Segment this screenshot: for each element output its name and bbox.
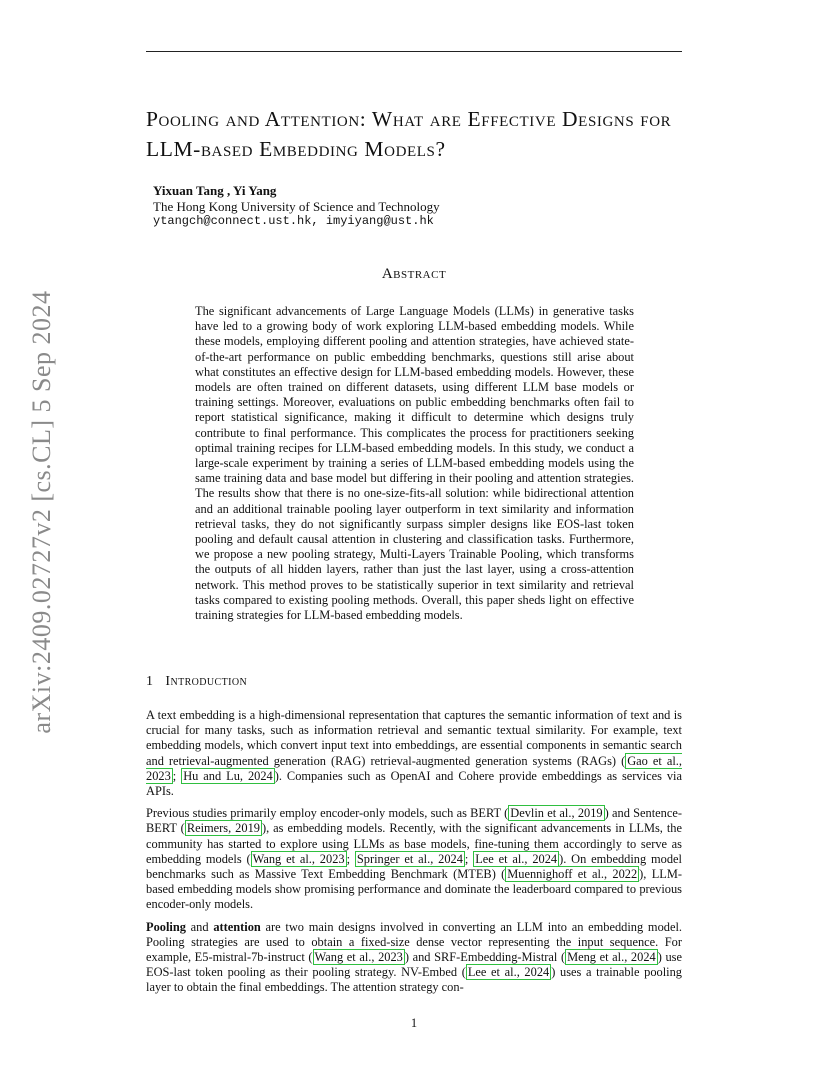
text-run: ). On embedding model benchmarks such as Massive Text Embedding Benchmark (MTEB) ( xyxy=(146,851,682,882)
paragraph-1 xyxy=(146,708,682,799)
introduction-body xyxy=(146,708,682,1003)
bold-term: attention xyxy=(213,919,261,934)
text-run: ), as embedding models. Recently, with the significant advancements in LLMs, the community has started to explore using LLMs as base models, fine-tuning them accordingly to serve as embedding models ( xyxy=(146,821,683,866)
text-run: and xyxy=(185,919,214,934)
citation-link[interactable]: Devlin et al., 2019 xyxy=(510,806,603,821)
text-run: ) and Sentence-BERT ( xyxy=(146,806,682,836)
citation-link[interactable]: Hu and Lu, 2024 xyxy=(183,768,273,783)
author-block xyxy=(153,183,673,230)
citation-link[interactable]: Meng et al., 2024 xyxy=(567,950,656,965)
bold-term: Pooling xyxy=(146,919,186,934)
arxiv-identifier: arXiv:2409.02727v2 [cs.CL] 5 Sep 2024 xyxy=(27,290,56,734)
text-run: ). Companies such as OpenAI and Cohere provide embeddings as services via APIs. xyxy=(146,768,682,799)
author-affiliation: The Hong Kong University of Science and Technology xyxy=(153,198,440,214)
citation-link[interactable]: Reimers, 2019 xyxy=(186,821,260,836)
citation-link[interactable]: Lee et al., 2024 xyxy=(467,965,550,980)
section-heading-introduction xyxy=(146,674,247,690)
citation-link[interactable]: Gao et al., 2023 xyxy=(146,753,682,783)
text-run: ; xyxy=(464,851,474,866)
citation-link[interactable]: Muennighoff et al., 2022 xyxy=(507,867,638,882)
text-run: are two main designs involved in converting an LLM into an embedding model. Pooling strategies are used to obtain a fixed-size dense vector representing the input sequence. For example, E5-mistral-7b-instruct ( xyxy=(146,919,682,965)
text-run: A text embedding is a high-dimensional representation that captures the semantic information of text and is crucial for many tasks, such as information retrieval and semantic textual similarity. For example, text embedding models, which convert input text into embeddings, are essential components in semantic search and retrieval-augmented generation (RAG) retrieval-augmented generation systems (RAGs) ( xyxy=(146,708,682,768)
citation-link[interactable]: Springer et al., 2024 xyxy=(356,851,463,866)
page-number: 1 xyxy=(410,1016,418,1030)
author-emails: ytangch@connect.ust.hk, imyiyang@ust.hk xyxy=(153,214,434,228)
section-number: 1 xyxy=(146,674,154,689)
text-run: ) uses a trainable pooling layer to obtain the final embeddings. The attention strategy con- xyxy=(146,965,682,995)
text-run: ; xyxy=(172,768,182,783)
citation-link[interactable]: Lee et al., 2024 xyxy=(475,851,558,866)
author-names: Yixuan Tang , Yi Yang xyxy=(153,183,277,198)
paragraph-3 xyxy=(146,920,682,996)
text-run: ; xyxy=(346,851,355,866)
paper-title: Pooling and Attention: What are Effective Designs for LLM-based Embedding Models? xyxy=(146,107,672,161)
text-run: ) use EOS-last token pooling as their pooling strategy. NV-Embed ( xyxy=(146,950,682,980)
text-run: ) and SRF-Embedding-Mistral ( xyxy=(404,950,566,965)
top-rule xyxy=(146,51,682,52)
text-run: Previous studies primarily employ encoder-only models, such as BERT ( xyxy=(146,806,509,821)
abstract-text: The significant advancements of Large Language Models (LLMs) in generative tasks have led to a growing body of work exploring LLM-based embedding models. While these models, employing different pooling and attention strategies, have achieved state-of-the-art performance on public embedding benchmarks, questions still arise about what constitutes an effective design for LLM-based embedding models. However, these models are often trained on different datasets, using different LLM base models or training settings. Moreover, evaluations on public embedding benchmarks often fail to report statistical significance, making it difficult to determine which designs truly contribute to final performance. This complicates the process for practitioners seeking optimal training recipes for LLM-based embedding models. In this study, we conduct a large-scale experiment by training a series of LLM-based embedding models using the same training data and base model but differing in their pooling and attention strategies. The results show that there is no one-size-fits-all solution: while bidirectional attention and an additional trainable pooling layer outperform in text similarity and information retrieval tasks, they do not significantly surpass simpler designs like EOS-last token pooling and default causal attention in clustering and classification tasks. Furthermore, we propose a new pooling strategy, Multi-Layers Trainable Pooling, which transforms the outputs of all hidden layers, rather than just the last layer, using a cross-attention network. This method proves to be statistically superior in text similarity and retrieval tasks compared to existing pooling methods. Overall, this paper sheds light on effective training strategies for LLM-based embedding models. xyxy=(195,304,634,623)
abstract-heading: Abstract xyxy=(381,266,447,282)
text-run: ), LLM-based embedding models show promising performance and dominate the leaderboard compared to previous encoder-only models. xyxy=(146,867,682,912)
paragraph-2 xyxy=(146,806,682,912)
citation-link[interactable]: Wang et al., 2023 xyxy=(252,851,345,866)
section-title: Introduction xyxy=(165,674,248,689)
citation-link[interactable]: Wang et al., 2023 xyxy=(314,950,403,965)
